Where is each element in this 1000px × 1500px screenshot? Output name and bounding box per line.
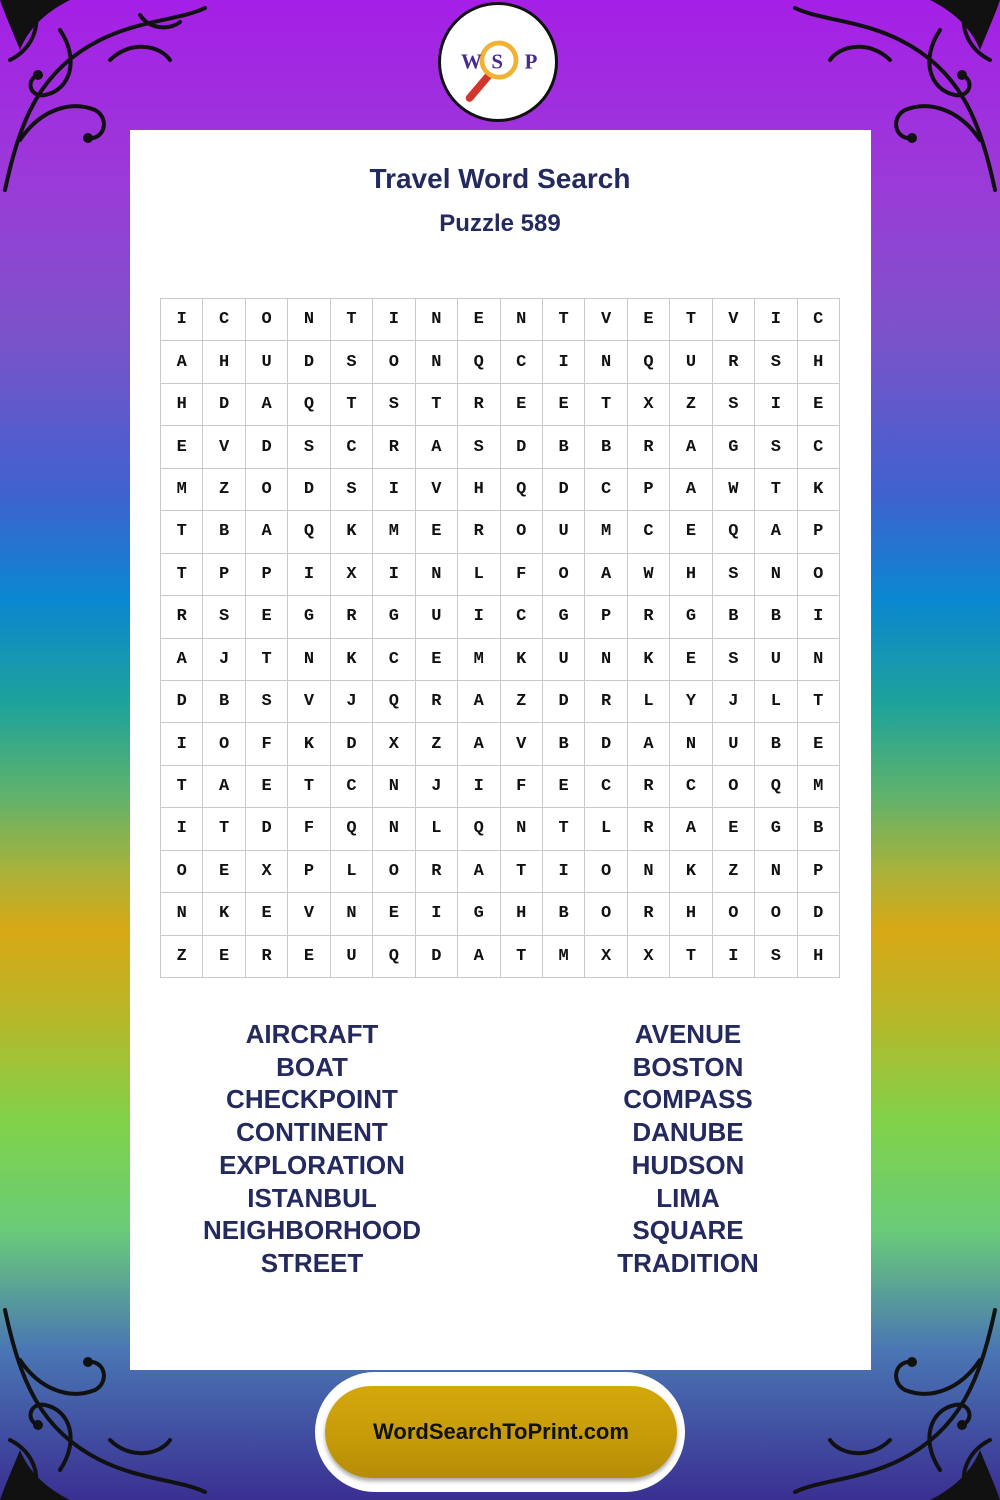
grid-cell[interactable]: A bbox=[246, 511, 288, 553]
grid-cell[interactable]: A bbox=[628, 723, 670, 765]
word-list-item: STREET bbox=[260, 1247, 364, 1278]
grid-cell[interactable]: E bbox=[161, 426, 203, 468]
grid-cell[interactable]: G bbox=[288, 596, 330, 638]
grid-cell[interactable]: I bbox=[373, 554, 415, 596]
grid-cell[interactable]: K bbox=[331, 511, 373, 553]
grid-cell[interactable]: I bbox=[543, 851, 585, 893]
grid-cell[interactable]: B bbox=[713, 596, 755, 638]
grid-cell[interactable]: I bbox=[373, 469, 415, 511]
grid-cell[interactable]: I bbox=[798, 596, 840, 638]
grid-cell[interactable]: C bbox=[331, 426, 373, 468]
word-list-item: NEIGHBORHOOD bbox=[202, 1215, 422, 1246]
grid-cell[interactable]: I bbox=[416, 893, 458, 935]
word-list-item: AVENUE bbox=[634, 1019, 742, 1049]
grid-cell[interactable]: S bbox=[203, 596, 245, 638]
word-list-item: COMPASS bbox=[623, 1084, 753, 1115]
grid-cell[interactable]: C bbox=[798, 299, 840, 341]
grid-cell[interactable]: S bbox=[373, 384, 415, 426]
grid-cell[interactable]: C bbox=[628, 511, 670, 553]
grid-cell[interactable]: D bbox=[246, 808, 288, 850]
grid-cell[interactable]: X bbox=[585, 936, 627, 978]
grid-cell[interactable]: K bbox=[288, 723, 330, 765]
grid-cell[interactable]: N bbox=[585, 639, 627, 681]
grid-cell[interactable]: O bbox=[246, 299, 288, 341]
grid-cell[interactable]: A bbox=[670, 808, 712, 850]
grid-cell[interactable]: R bbox=[585, 681, 627, 723]
word-list-item: AIRCRAFT bbox=[245, 1019, 379, 1049]
grid-cell[interactable]: T bbox=[331, 299, 373, 341]
grid-cell[interactable]: O bbox=[585, 851, 627, 893]
grid-cell[interactable]: C bbox=[501, 596, 543, 638]
grid-cell[interactable]: E bbox=[798, 723, 840, 765]
grid-cell[interactable]: R bbox=[628, 808, 670, 850]
logo-letter-p: P bbox=[524, 49, 538, 74]
grid-cell[interactable]: T bbox=[501, 936, 543, 978]
grid-cell[interactable]: E bbox=[246, 766, 288, 808]
grid-cell[interactable]: A bbox=[755, 511, 797, 553]
grid-cell[interactable]: B bbox=[543, 426, 585, 468]
grid-cell[interactable]: O bbox=[203, 723, 245, 765]
grid-cell[interactable]: O bbox=[373, 851, 415, 893]
grid-cell[interactable]: L bbox=[416, 808, 458, 850]
grid-cell[interactable]: T bbox=[203, 808, 245, 850]
grid-cell[interactable]: M bbox=[373, 511, 415, 553]
grid-cell[interactable]: O bbox=[798, 554, 840, 596]
grid-cell[interactable]: C bbox=[585, 469, 627, 511]
grid-cell[interactable]: H bbox=[798, 341, 840, 383]
grid-cell[interactable]: N bbox=[416, 554, 458, 596]
grid-cell[interactable]: K bbox=[628, 639, 670, 681]
grid-cell[interactable]: Y bbox=[670, 681, 712, 723]
grid-cell[interactable]: N bbox=[628, 851, 670, 893]
grid-cell[interactable]: S bbox=[713, 384, 755, 426]
grid-cell[interactable]: K bbox=[501, 639, 543, 681]
logo-letter-w: W bbox=[460, 49, 482, 74]
grid-cell[interactable]: V bbox=[203, 426, 245, 468]
grid-cell[interactable]: I bbox=[161, 299, 203, 341]
grid-cell[interactable]: Q bbox=[713, 511, 755, 553]
grid-cell[interactable]: T bbox=[798, 681, 840, 723]
grid-cell[interactable]: C bbox=[798, 426, 840, 468]
grid-cell[interactable]: U bbox=[670, 341, 712, 383]
grid-cell[interactable]: N bbox=[585, 341, 627, 383]
grid-cell[interactable]: O bbox=[246, 469, 288, 511]
grid-cell[interactable]: L bbox=[585, 808, 627, 850]
grid-cell[interactable]: C bbox=[670, 766, 712, 808]
grid-cell[interactable]: O bbox=[373, 341, 415, 383]
grid-cell[interactable]: I bbox=[755, 299, 797, 341]
grid-cell[interactable]: K bbox=[331, 639, 373, 681]
grid-cell[interactable]: H bbox=[161, 384, 203, 426]
grid-cell[interactable]: A bbox=[161, 341, 203, 383]
grid-cell[interactable]: L bbox=[628, 681, 670, 723]
grid-cell[interactable]: T bbox=[161, 766, 203, 808]
grid-cell[interactable]: E bbox=[628, 299, 670, 341]
grid-cell[interactable]: W bbox=[628, 554, 670, 596]
grid-cell[interactable]: V bbox=[416, 469, 458, 511]
grid-cell[interactable]: V bbox=[288, 681, 330, 723]
grid-cell[interactable]: P bbox=[288, 851, 330, 893]
word-list-item: BOSTON bbox=[632, 1051, 744, 1082]
grid-cell[interactable]: H bbox=[670, 554, 712, 596]
grid-cell[interactable]: Q bbox=[501, 469, 543, 511]
grid-cell[interactable]: H bbox=[203, 341, 245, 383]
grid-cell[interactable]: E bbox=[670, 639, 712, 681]
grid-cell[interactable]: R bbox=[331, 596, 373, 638]
grid-cell[interactable]: G bbox=[458, 893, 500, 935]
grid-cell[interactable]: T bbox=[585, 384, 627, 426]
grid-cell[interactable]: E bbox=[458, 299, 500, 341]
grid-cell[interactable]: R bbox=[416, 681, 458, 723]
grid-cell[interactable]: I bbox=[458, 596, 500, 638]
grid-cell[interactable]: O bbox=[755, 893, 797, 935]
grid-cell[interactable]: N bbox=[373, 766, 415, 808]
grid-cell[interactable]: M bbox=[585, 511, 627, 553]
grid-cell[interactable]: U bbox=[543, 511, 585, 553]
grid-cell[interactable]: U bbox=[416, 596, 458, 638]
grid-cell[interactable]: T bbox=[543, 808, 585, 850]
grid-cell[interactable]: H bbox=[798, 936, 840, 978]
grid-cell[interactable]: G bbox=[755, 808, 797, 850]
grid-cell[interactable]: B bbox=[543, 723, 585, 765]
grid-cell[interactable]: G bbox=[373, 596, 415, 638]
grid-cell[interactable]: U bbox=[246, 341, 288, 383]
grid-cell[interactable]: R bbox=[628, 766, 670, 808]
grid-cell[interactable]: R bbox=[416, 851, 458, 893]
grid-cell[interactable]: T bbox=[501, 851, 543, 893]
grid-cell[interactable]: E bbox=[203, 851, 245, 893]
grid-cell[interactable]: S bbox=[755, 341, 797, 383]
grid-cell[interactable]: X bbox=[246, 851, 288, 893]
grid-cell[interactable]: U bbox=[543, 639, 585, 681]
grid-cell[interactable]: P bbox=[203, 554, 245, 596]
grid-cell[interactable]: B bbox=[203, 511, 245, 553]
grid-cell[interactable]: U bbox=[755, 639, 797, 681]
grid-cell[interactable]: X bbox=[628, 936, 670, 978]
grid-cell[interactable]: S bbox=[288, 426, 330, 468]
grid-cell[interactable]: N bbox=[161, 893, 203, 935]
grid-cell[interactable]: T bbox=[416, 384, 458, 426]
grid-cell[interactable]: N bbox=[670, 723, 712, 765]
grid-cell[interactable]: T bbox=[161, 511, 203, 553]
grid-cell[interactable]: N bbox=[416, 299, 458, 341]
grid-cell[interactable]: I bbox=[161, 808, 203, 850]
grid-cell[interactable]: T bbox=[670, 299, 712, 341]
grid-cell[interactable]: A bbox=[670, 426, 712, 468]
grid-cell[interactable]: A bbox=[458, 851, 500, 893]
grid-cell[interactable]: R bbox=[713, 341, 755, 383]
grid-cell[interactable]: O bbox=[501, 511, 543, 553]
word-list-item: DANUBE bbox=[632, 1117, 744, 1148]
grid-cell[interactable]: E bbox=[288, 936, 330, 978]
word-list-right bbox=[538, 1018, 838, 1280]
grid-cell[interactable]: Z bbox=[161, 936, 203, 978]
grid-cell[interactable]: S bbox=[713, 554, 755, 596]
grid-cell[interactable]: R bbox=[458, 384, 500, 426]
grid-cell[interactable]: Q bbox=[755, 766, 797, 808]
grid-cell[interactable]: R bbox=[373, 426, 415, 468]
word-list-item: CHECKPOINT bbox=[226, 1084, 398, 1115]
grid-cell[interactable]: B bbox=[755, 723, 797, 765]
grid-cell[interactable]: D bbox=[585, 723, 627, 765]
grid-cell[interactable]: C bbox=[331, 766, 373, 808]
grid-cell[interactable]: M bbox=[458, 639, 500, 681]
grid-cell[interactable]: E bbox=[670, 511, 712, 553]
grid-cell[interactable]: V bbox=[585, 299, 627, 341]
grid-cell[interactable]: A bbox=[458, 723, 500, 765]
grid-cell[interactable]: S bbox=[331, 341, 373, 383]
grid-cell[interactable]: S bbox=[713, 639, 755, 681]
grid-cell[interactable]: D bbox=[203, 384, 245, 426]
grid-cell[interactable]: D bbox=[798, 893, 840, 935]
grid-cell[interactable]: Q bbox=[458, 341, 500, 383]
grid-cell[interactable]: B bbox=[755, 596, 797, 638]
grid-cell[interactable]: S bbox=[246, 681, 288, 723]
grid-cell[interactable]: A bbox=[161, 639, 203, 681]
grid-cell[interactable]: Q bbox=[458, 808, 500, 850]
grid-cell[interactable]: E bbox=[246, 893, 288, 935]
grid-cell[interactable]: K bbox=[798, 469, 840, 511]
grid-cell[interactable]: T bbox=[161, 554, 203, 596]
word-list-item: SQUARE bbox=[632, 1215, 744, 1246]
grid-cell[interactable]: K bbox=[670, 851, 712, 893]
grid-cell[interactable]: E bbox=[501, 384, 543, 426]
grid-cell[interactable]: N bbox=[288, 639, 330, 681]
grid-cell[interactable]: D bbox=[331, 723, 373, 765]
grid-cell[interactable]: R bbox=[628, 426, 670, 468]
grid-cell[interactable]: O bbox=[543, 554, 585, 596]
grid-cell[interactable]: N bbox=[373, 808, 415, 850]
grid-cell[interactable]: F bbox=[288, 808, 330, 850]
grid-cell[interactable]: B bbox=[543, 893, 585, 935]
grid-cell[interactable]: B bbox=[798, 808, 840, 850]
grid-cell[interactable]: I bbox=[713, 936, 755, 978]
grid-cell[interactable]: R bbox=[161, 596, 203, 638]
grid-cell[interactable]: E bbox=[203, 936, 245, 978]
grid-cell[interactable]: Q bbox=[628, 341, 670, 383]
grid-cell[interactable]: G bbox=[713, 426, 755, 468]
grid-cell[interactable]: U bbox=[331, 936, 373, 978]
grid-cell[interactable]: A bbox=[458, 936, 500, 978]
grid-cell[interactable]: H bbox=[458, 469, 500, 511]
grid-cell[interactable]: S bbox=[755, 426, 797, 468]
grid-cell[interactable]: C bbox=[585, 766, 627, 808]
grid-cell[interactable]: M bbox=[161, 469, 203, 511]
grid-cell[interactable]: L bbox=[458, 554, 500, 596]
grid-cell[interactable]: T bbox=[246, 639, 288, 681]
grid-cell[interactable]: O bbox=[713, 893, 755, 935]
word-list-item: HUDSON bbox=[631, 1149, 745, 1180]
grid-cell[interactable]: N bbox=[501, 808, 543, 850]
grid-cell[interactable]: J bbox=[713, 681, 755, 723]
grid-cell[interactable]: V bbox=[288, 893, 330, 935]
grid-cell[interactable]: I bbox=[755, 384, 797, 426]
grid-cell[interactable]: D bbox=[246, 426, 288, 468]
page-title: Travel Word Search bbox=[369, 163, 631, 194]
grid-cell[interactable]: F bbox=[501, 554, 543, 596]
grid-cell[interactable]: D bbox=[543, 681, 585, 723]
word-list-item: BOAT bbox=[276, 1051, 348, 1082]
grid-cell[interactable]: A bbox=[458, 681, 500, 723]
word-list-item: EXPLORATION bbox=[219, 1149, 405, 1180]
grid-cell[interactable]: D bbox=[288, 341, 330, 383]
grid-cell[interactable]: E bbox=[798, 384, 840, 426]
grid-cell[interactable]: I bbox=[288, 554, 330, 596]
grid-cell[interactable]: Z bbox=[670, 384, 712, 426]
grid-cell[interactable]: C bbox=[501, 341, 543, 383]
grid-cell[interactable]: D bbox=[161, 681, 203, 723]
grid-cell[interactable]: N bbox=[501, 299, 543, 341]
magnifier-handle-icon bbox=[470, 73, 491, 98]
grid-cell[interactable]: V bbox=[713, 299, 755, 341]
grid-cell[interactable]: V bbox=[501, 723, 543, 765]
word-list-item: TRADITION bbox=[617, 1247, 759, 1278]
grid-cell[interactable]: Q bbox=[331, 808, 373, 850]
grid-cell[interactable]: A bbox=[246, 384, 288, 426]
grid-cell[interactable]: E bbox=[416, 639, 458, 681]
grid-cell[interactable]: L bbox=[755, 681, 797, 723]
grid-cell[interactable]: R bbox=[458, 511, 500, 553]
letter-grid[interactable] bbox=[160, 298, 840, 978]
grid-cell[interactable]: H bbox=[501, 893, 543, 935]
grid-cell[interactable]: A bbox=[203, 766, 245, 808]
grid-cell[interactable]: J bbox=[331, 681, 373, 723]
grid-cell[interactable]: O bbox=[713, 766, 755, 808]
grid-cell[interactable]: I bbox=[373, 299, 415, 341]
grid-cell[interactable]: I bbox=[458, 766, 500, 808]
grid-cell[interactable]: N bbox=[755, 851, 797, 893]
grid-cell[interactable]: P bbox=[628, 469, 670, 511]
grid-cell[interactable]: N bbox=[288, 299, 330, 341]
grid-cell[interactable]: K bbox=[203, 893, 245, 935]
grid-cell[interactable]: S bbox=[331, 469, 373, 511]
grid-cell[interactable]: N bbox=[416, 341, 458, 383]
grid-cell[interactable]: E bbox=[713, 808, 755, 850]
grid-cell[interactable]: T bbox=[755, 469, 797, 511]
grid-cell[interactable]: N bbox=[331, 893, 373, 935]
grid-cell[interactable]: R bbox=[628, 596, 670, 638]
word-list-item: CONTINENT bbox=[236, 1117, 388, 1148]
grid-cell[interactable]: T bbox=[543, 299, 585, 341]
word-list-item: LIMA bbox=[656, 1182, 720, 1213]
grid-cell[interactable]: C bbox=[203, 299, 245, 341]
grid-cell[interactable]: R bbox=[246, 936, 288, 978]
grid-cell[interactable]: A bbox=[585, 554, 627, 596]
puzzle-number: Puzzle 589 bbox=[439, 210, 561, 237]
grid-cell[interactable]: J bbox=[203, 639, 245, 681]
grid-cell[interactable]: B bbox=[203, 681, 245, 723]
grid-cell[interactable]: G bbox=[670, 596, 712, 638]
grid-cell[interactable]: Z bbox=[416, 723, 458, 765]
grid-cell[interactable]: A bbox=[416, 426, 458, 468]
grid-cell[interactable]: F bbox=[246, 723, 288, 765]
grid-cell[interactable]: T bbox=[670, 936, 712, 978]
grid-cell[interactable]: F bbox=[501, 766, 543, 808]
grid-cell[interactable]: X bbox=[373, 723, 415, 765]
grid-cell[interactable]: B bbox=[585, 426, 627, 468]
word-list-left bbox=[162, 1018, 462, 1280]
word-list-item: ISTANBUL bbox=[247, 1182, 377, 1213]
website-button[interactable]: WordSearchToPrint.com bbox=[325, 1386, 677, 1478]
grid-cell[interactable]: O bbox=[585, 893, 627, 935]
grid-cell[interactable]: N bbox=[798, 639, 840, 681]
grid-cell[interactable]: P bbox=[585, 596, 627, 638]
grid-cell[interactable]: Z bbox=[713, 851, 755, 893]
grid-cell[interactable]: A bbox=[670, 469, 712, 511]
grid-cell[interactable]: T bbox=[288, 766, 330, 808]
grid-cell[interactable]: L bbox=[331, 851, 373, 893]
grid-cell[interactable]: O bbox=[161, 851, 203, 893]
grid-cell[interactable]: I bbox=[543, 341, 585, 383]
grid-cell[interactable]: U bbox=[713, 723, 755, 765]
grid-cell[interactable]: G bbox=[543, 596, 585, 638]
grid-cell[interactable]: W bbox=[713, 469, 755, 511]
grid-cell[interactable]: D bbox=[288, 469, 330, 511]
grid-cell[interactable]: N bbox=[755, 554, 797, 596]
grid-cell[interactable]: X bbox=[331, 554, 373, 596]
grid-cell[interactable]: Z bbox=[203, 469, 245, 511]
grid-cell[interactable]: Q bbox=[288, 384, 330, 426]
grid-cell[interactable]: Q bbox=[373, 936, 415, 978]
grid-cell[interactable]: E bbox=[543, 766, 585, 808]
grid-cell[interactable]: P bbox=[798, 851, 840, 893]
grid-cell[interactable]: Z bbox=[501, 681, 543, 723]
grid-cell[interactable]: M bbox=[798, 766, 840, 808]
grid-cell[interactable]: E bbox=[246, 596, 288, 638]
grid-cell[interactable]: E bbox=[543, 384, 585, 426]
grid-cell[interactable]: I bbox=[161, 723, 203, 765]
grid-cell[interactable]: P bbox=[246, 554, 288, 596]
grid-cell[interactable]: S bbox=[458, 426, 500, 468]
grid-cell[interactable]: D bbox=[416, 936, 458, 978]
wsp-logo[interactable] bbox=[438, 2, 558, 122]
grid-cell[interactable]: R bbox=[628, 893, 670, 935]
grid-cell[interactable]: X bbox=[628, 384, 670, 426]
grid-cell[interactable]: C bbox=[373, 639, 415, 681]
logo-letter-s: S bbox=[491, 49, 503, 74]
grid-cell[interactable]: M bbox=[543, 936, 585, 978]
grid-cell[interactable]: E bbox=[373, 893, 415, 935]
grid-cell[interactable]: J bbox=[416, 766, 458, 808]
grid-cell[interactable]: P bbox=[798, 511, 840, 553]
grid-cell[interactable]: S bbox=[755, 936, 797, 978]
grid-cell[interactable]: T bbox=[331, 384, 373, 426]
grid-cell[interactable]: Q bbox=[373, 681, 415, 723]
grid-cell[interactable]: D bbox=[501, 426, 543, 468]
grid-cell[interactable]: H bbox=[670, 893, 712, 935]
grid-cell[interactable]: D bbox=[543, 469, 585, 511]
grid-cell[interactable]: Q bbox=[288, 511, 330, 553]
grid-cell[interactable]: E bbox=[416, 511, 458, 553]
